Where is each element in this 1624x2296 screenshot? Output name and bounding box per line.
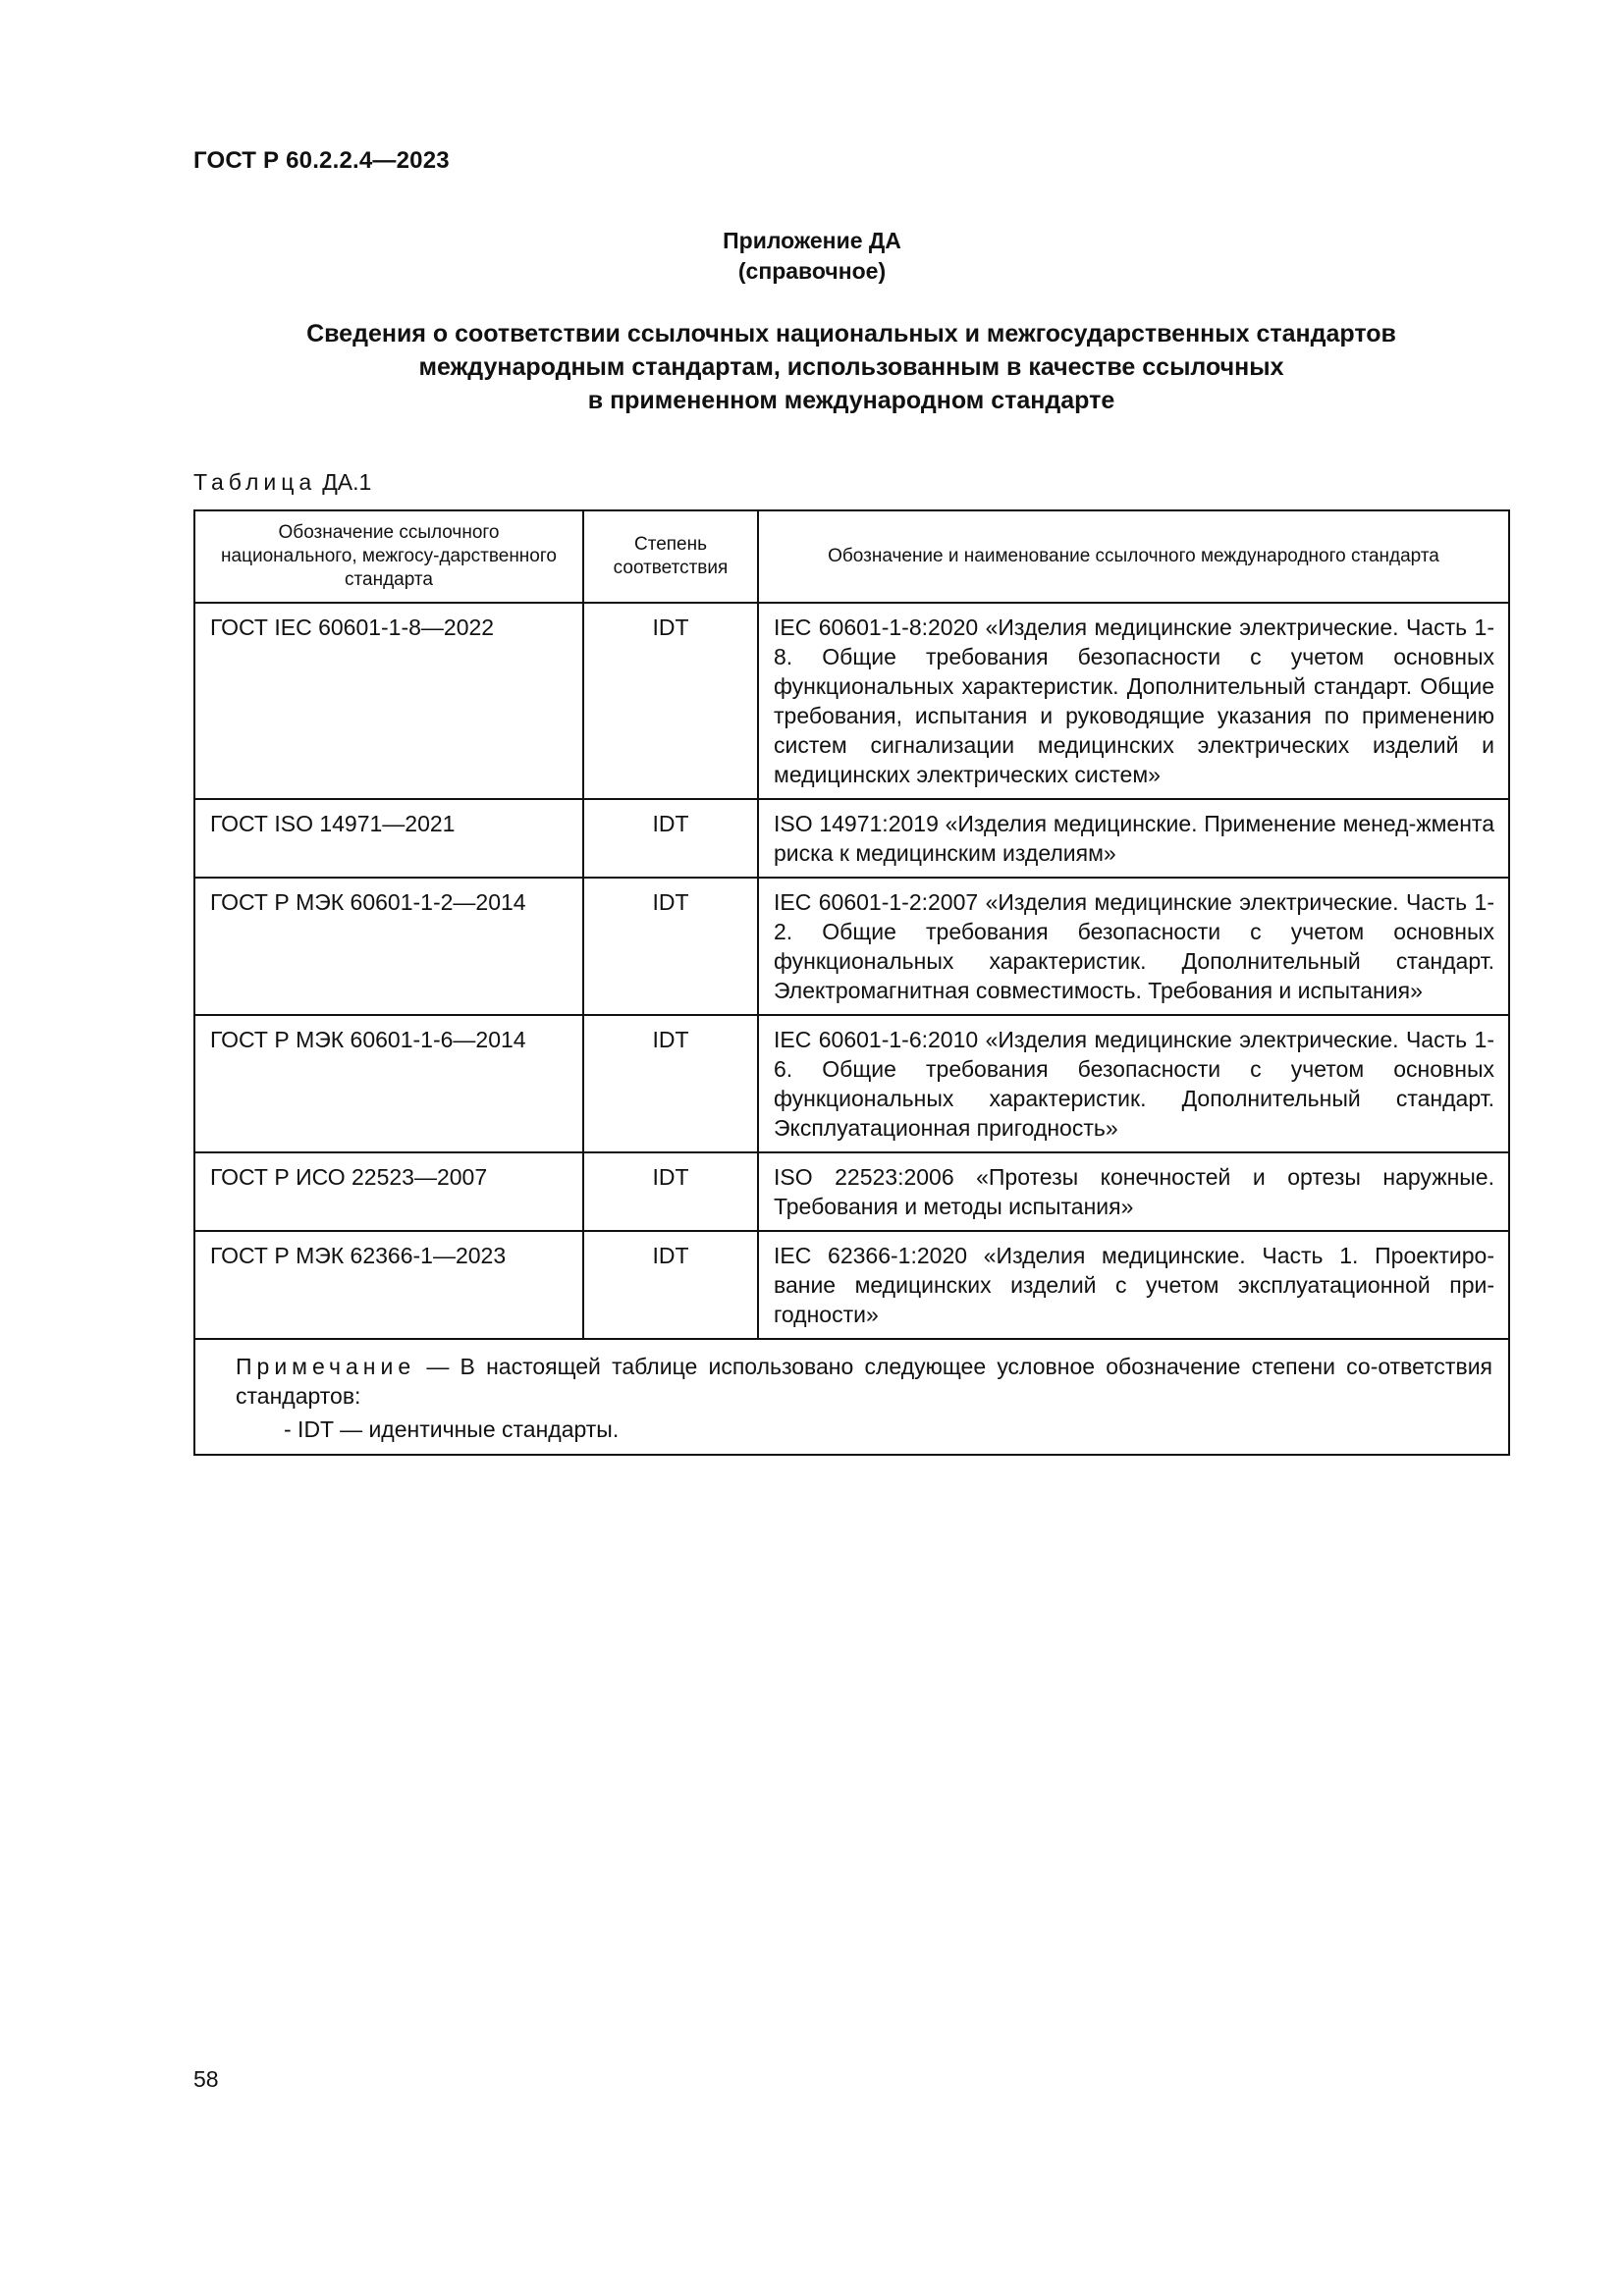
table-caption xyxy=(193,469,371,496)
international-standard-cell: IEC 62366-1:2020 «Изделия медицинские. Часть 1. Проектиро-вание медицинских изделий с учетом эксплуатационной при-годности» xyxy=(758,1231,1509,1339)
annex-title: Приложение ДА xyxy=(723,228,901,253)
table-row xyxy=(194,603,1509,799)
national-standard-cell: ГОСТ IEC 60601-1-8—2022 xyxy=(194,603,583,799)
table-caption-number: ДА.1 xyxy=(322,469,372,495)
national-standard-cell: ГОСТ Р МЭК 60601-1-2—2014 xyxy=(194,878,583,1015)
table-row xyxy=(194,799,1509,878)
note-item: - IDT — идентичные стандарты. xyxy=(284,1416,620,1442)
note-text: — В настоящей таблице использовано следующее условное обозначение степени со-ответствия стандартов: xyxy=(236,1354,1492,1409)
note-label: Примечание xyxy=(236,1354,416,1379)
international-standard-cell: IEC 60601-1-6:2010 «Изделия медицинские электрические. Часть 1-6. Общие требования безопасности с учетом основных функциональных характеристик. Дополнительный стандарт. Эксплуатационная пригодность» xyxy=(758,1015,1509,1152)
international-standard-cell: IEC 60601-1-8:2020 «Изделия медицинские электрические. Часть 1-8. Общие требования безопасности с учетом основных функциональных характеристик. Дополнительный стандарт. Общие требования, испытания и руководящие указания по применению систем сигнализации медицинских электрических изделий и медицинских электрических систем» xyxy=(758,603,1509,799)
annex-title-block xyxy=(0,226,1624,287)
column-header-international: Обозначение и наименование ссылочного международного стандарта xyxy=(758,510,1509,603)
correspondence-table xyxy=(193,509,1510,1456)
annex-heading-line: Сведения о соответствии ссылочных национальных и межгосударственных стандартов xyxy=(306,320,1396,347)
national-standard-cell: ГОСТ Р МЭК 62366-1—2023 xyxy=(194,1231,583,1339)
annex-heading-line: международным стандартам, использованным в качестве ссылочных xyxy=(418,353,1284,381)
annex-kind: (справочное) xyxy=(737,258,887,284)
degree-cell: IDT xyxy=(583,799,758,878)
degree-cell: IDT xyxy=(583,1152,758,1231)
international-standard-cell: ISO 14971:2019 «Изделия медицинские. Применение менед-жмента риска к медицинским изделиям» xyxy=(758,799,1509,878)
degree-cell: IDT xyxy=(583,1231,758,1339)
annex-heading xyxy=(193,317,1509,417)
column-header-degree: Степень соответствия xyxy=(583,510,758,603)
table-row xyxy=(194,1152,1509,1231)
table-note xyxy=(194,1339,1509,1455)
document-code: ГОСТ Р 60.2.2.4—2023 xyxy=(193,147,450,174)
column-header-national: Обозначение ссылочного национального, межгосу-дарственного стандарта xyxy=(194,510,583,603)
table-row xyxy=(194,1015,1509,1152)
page-number: 58 xyxy=(193,2066,219,2092)
national-standard-cell: ГОСТ ISO 14971—2021 xyxy=(194,799,583,878)
national-standard-cell: ГОСТ Р ИСО 22523—2007 xyxy=(194,1152,583,1231)
national-standard-cell: ГОСТ Р МЭК 60601-1-6—2014 xyxy=(194,1015,583,1152)
table-header-row xyxy=(194,510,1509,603)
table-row xyxy=(194,878,1509,1015)
degree-cell: IDT xyxy=(583,878,758,1015)
international-standard-cell: ISO 22523:2006 «Протезы конечностей и ортезы наружные. Требования и методы испытания» xyxy=(758,1152,1509,1231)
table-row xyxy=(194,1231,1509,1339)
degree-cell: IDT xyxy=(583,603,758,799)
annex-heading-line: в примененном международном стандарте xyxy=(587,387,1115,414)
table-note-row xyxy=(194,1339,1509,1455)
degree-cell: IDT xyxy=(583,1015,758,1152)
table-caption-word: Таблица xyxy=(193,469,317,495)
international-standard-cell: IEC 60601-1-2:2007 «Изделия медицинские электрические. Часть 1-2. Общие требования безопасности с учетом основных функциональных характеристик. Дополнительный стандарт. Электромагнитная совместимость. Требования и испытания» xyxy=(758,878,1509,1015)
